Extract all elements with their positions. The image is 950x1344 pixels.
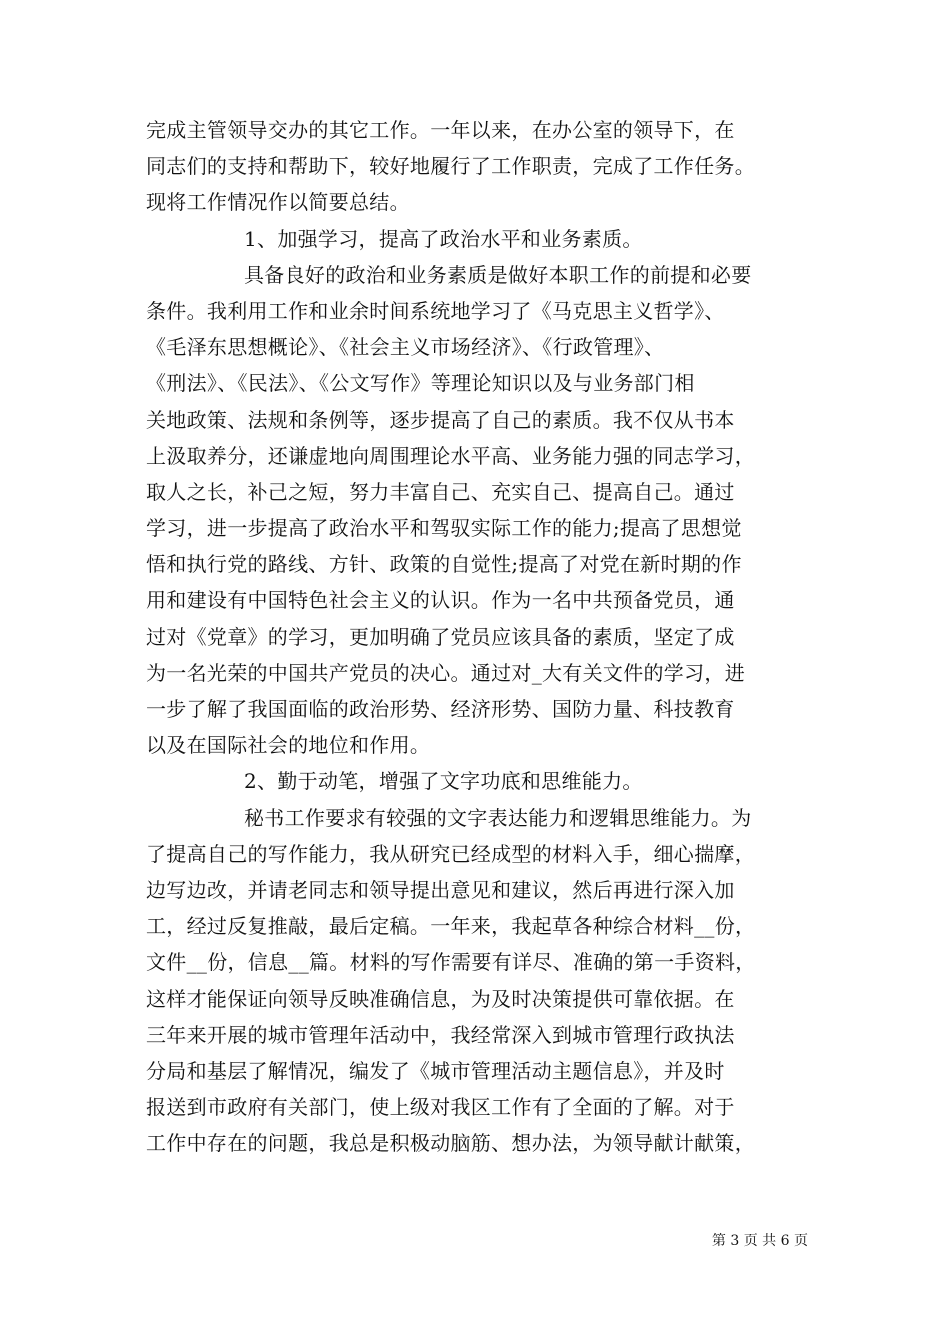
text-line: 一步了解了我国面临的政治形势、经济形势、国防力量、科技教育 bbox=[146, 697, 735, 721]
text-line: 报送到市政府有关部门，使上级对我区工作有了全面的了解。对于 bbox=[146, 1095, 735, 1120]
text-line: 为一名光荣的中国共产党员的决心。通过对_大有关文件的学习，进 bbox=[146, 660, 745, 685]
text-line: 了提高自己的写作能力，我从研究已经成型的材料入手，细心揣摩， bbox=[146, 841, 755, 866]
text-line: 分局和基层了解情况，编发了《城市管理活动主题信息》，并及时 bbox=[146, 1058, 725, 1083]
text-line: 条件。我利用工作和业余时间系统地学习了《马克思主义哲学》、 bbox=[146, 298, 725, 323]
text-line: 现将工作情况作以简要总结。 bbox=[146, 190, 410, 215]
text-line: 同志们的支持和帮助下，较好地履行了工作职责，完成了工作任务。 bbox=[146, 154, 755, 179]
text-line: 1、加强学习，提高了政治水平和业务素质。 bbox=[244, 226, 643, 251]
text-line: 《刑法》、《民法》、《公文写作》等理论知识以及与业务部门相 bbox=[146, 371, 695, 396]
text-line: 悟和执行党的路线、方针、政策的自觉性;提高了对党在新时期的作 bbox=[146, 552, 742, 577]
text-line: 用和建设有中国特色社会主义的认识。作为一名中共预备党员，通 bbox=[146, 588, 735, 613]
text-line: 完成主管领导交办的其它工作。一年以来，在办公室的领导下，在 bbox=[146, 118, 735, 142]
text-line: 关地政策、法规和条例等，逐步提高了自己的素质。我不仅从书本 bbox=[146, 407, 735, 432]
text-line: 秘书工作要求有较强的文字表达能力和逻辑思维能力。为 bbox=[244, 805, 752, 830]
text-line: 三年来开展的城市管理年活动中，我经常深入到城市管理行政执法 bbox=[146, 1022, 735, 1047]
page-number-footer: 第 3 页 共 6 页 bbox=[711, 1233, 808, 1249]
text-line: 《毛泽东思想概论》、《社会主义市场经济》、《行政管理》、 bbox=[146, 335, 665, 360]
text-line: 工作中存在的问题，我总是积极动脑筋、想办法，为领导献计献策， bbox=[146, 1131, 755, 1156]
text-line: 边写边改，并请老同志和领导提出意见和建议，然后再进行深入加 bbox=[146, 877, 735, 902]
document-body bbox=[146, 112, 810, 1161]
text-line: 这样才能保证向领导反映准确信息，为及时决策提供可靠依据。在 bbox=[146, 986, 735, 1011]
text-line: 取人之长，补己之短，努力丰富自己、充实自己、提高自己。通过 bbox=[146, 479, 735, 504]
text-line: 工，经过反复推敲，最后定稿。一年来，我起草各种综合材料__份， bbox=[146, 914, 756, 939]
text-line: 过对《党章》的学习，更加明确了党员应该具备的素质，坚定了成 bbox=[146, 624, 735, 649]
text-line: 以及在国际社会的地位和作用。 bbox=[146, 733, 431, 758]
text-line: 上汲取养分，还谦虚地向周围理论水平高、业务能力强的同志学习， bbox=[146, 443, 755, 468]
text-line: 学习，进一步提高了政治水平和驾驭实际工作的能力;提高了思想觉 bbox=[146, 516, 742, 541]
text-line: 具备良好的政治和业务素质是做好本职工作的前提和必要 bbox=[244, 262, 752, 287]
text-line: 2、勤于动笔，增强了文字功底和思维能力。 bbox=[244, 769, 643, 794]
text-line: 文件__份，信息__篇。材料的写作需要有详尽、准确的第一手资料， bbox=[146, 950, 756, 975]
